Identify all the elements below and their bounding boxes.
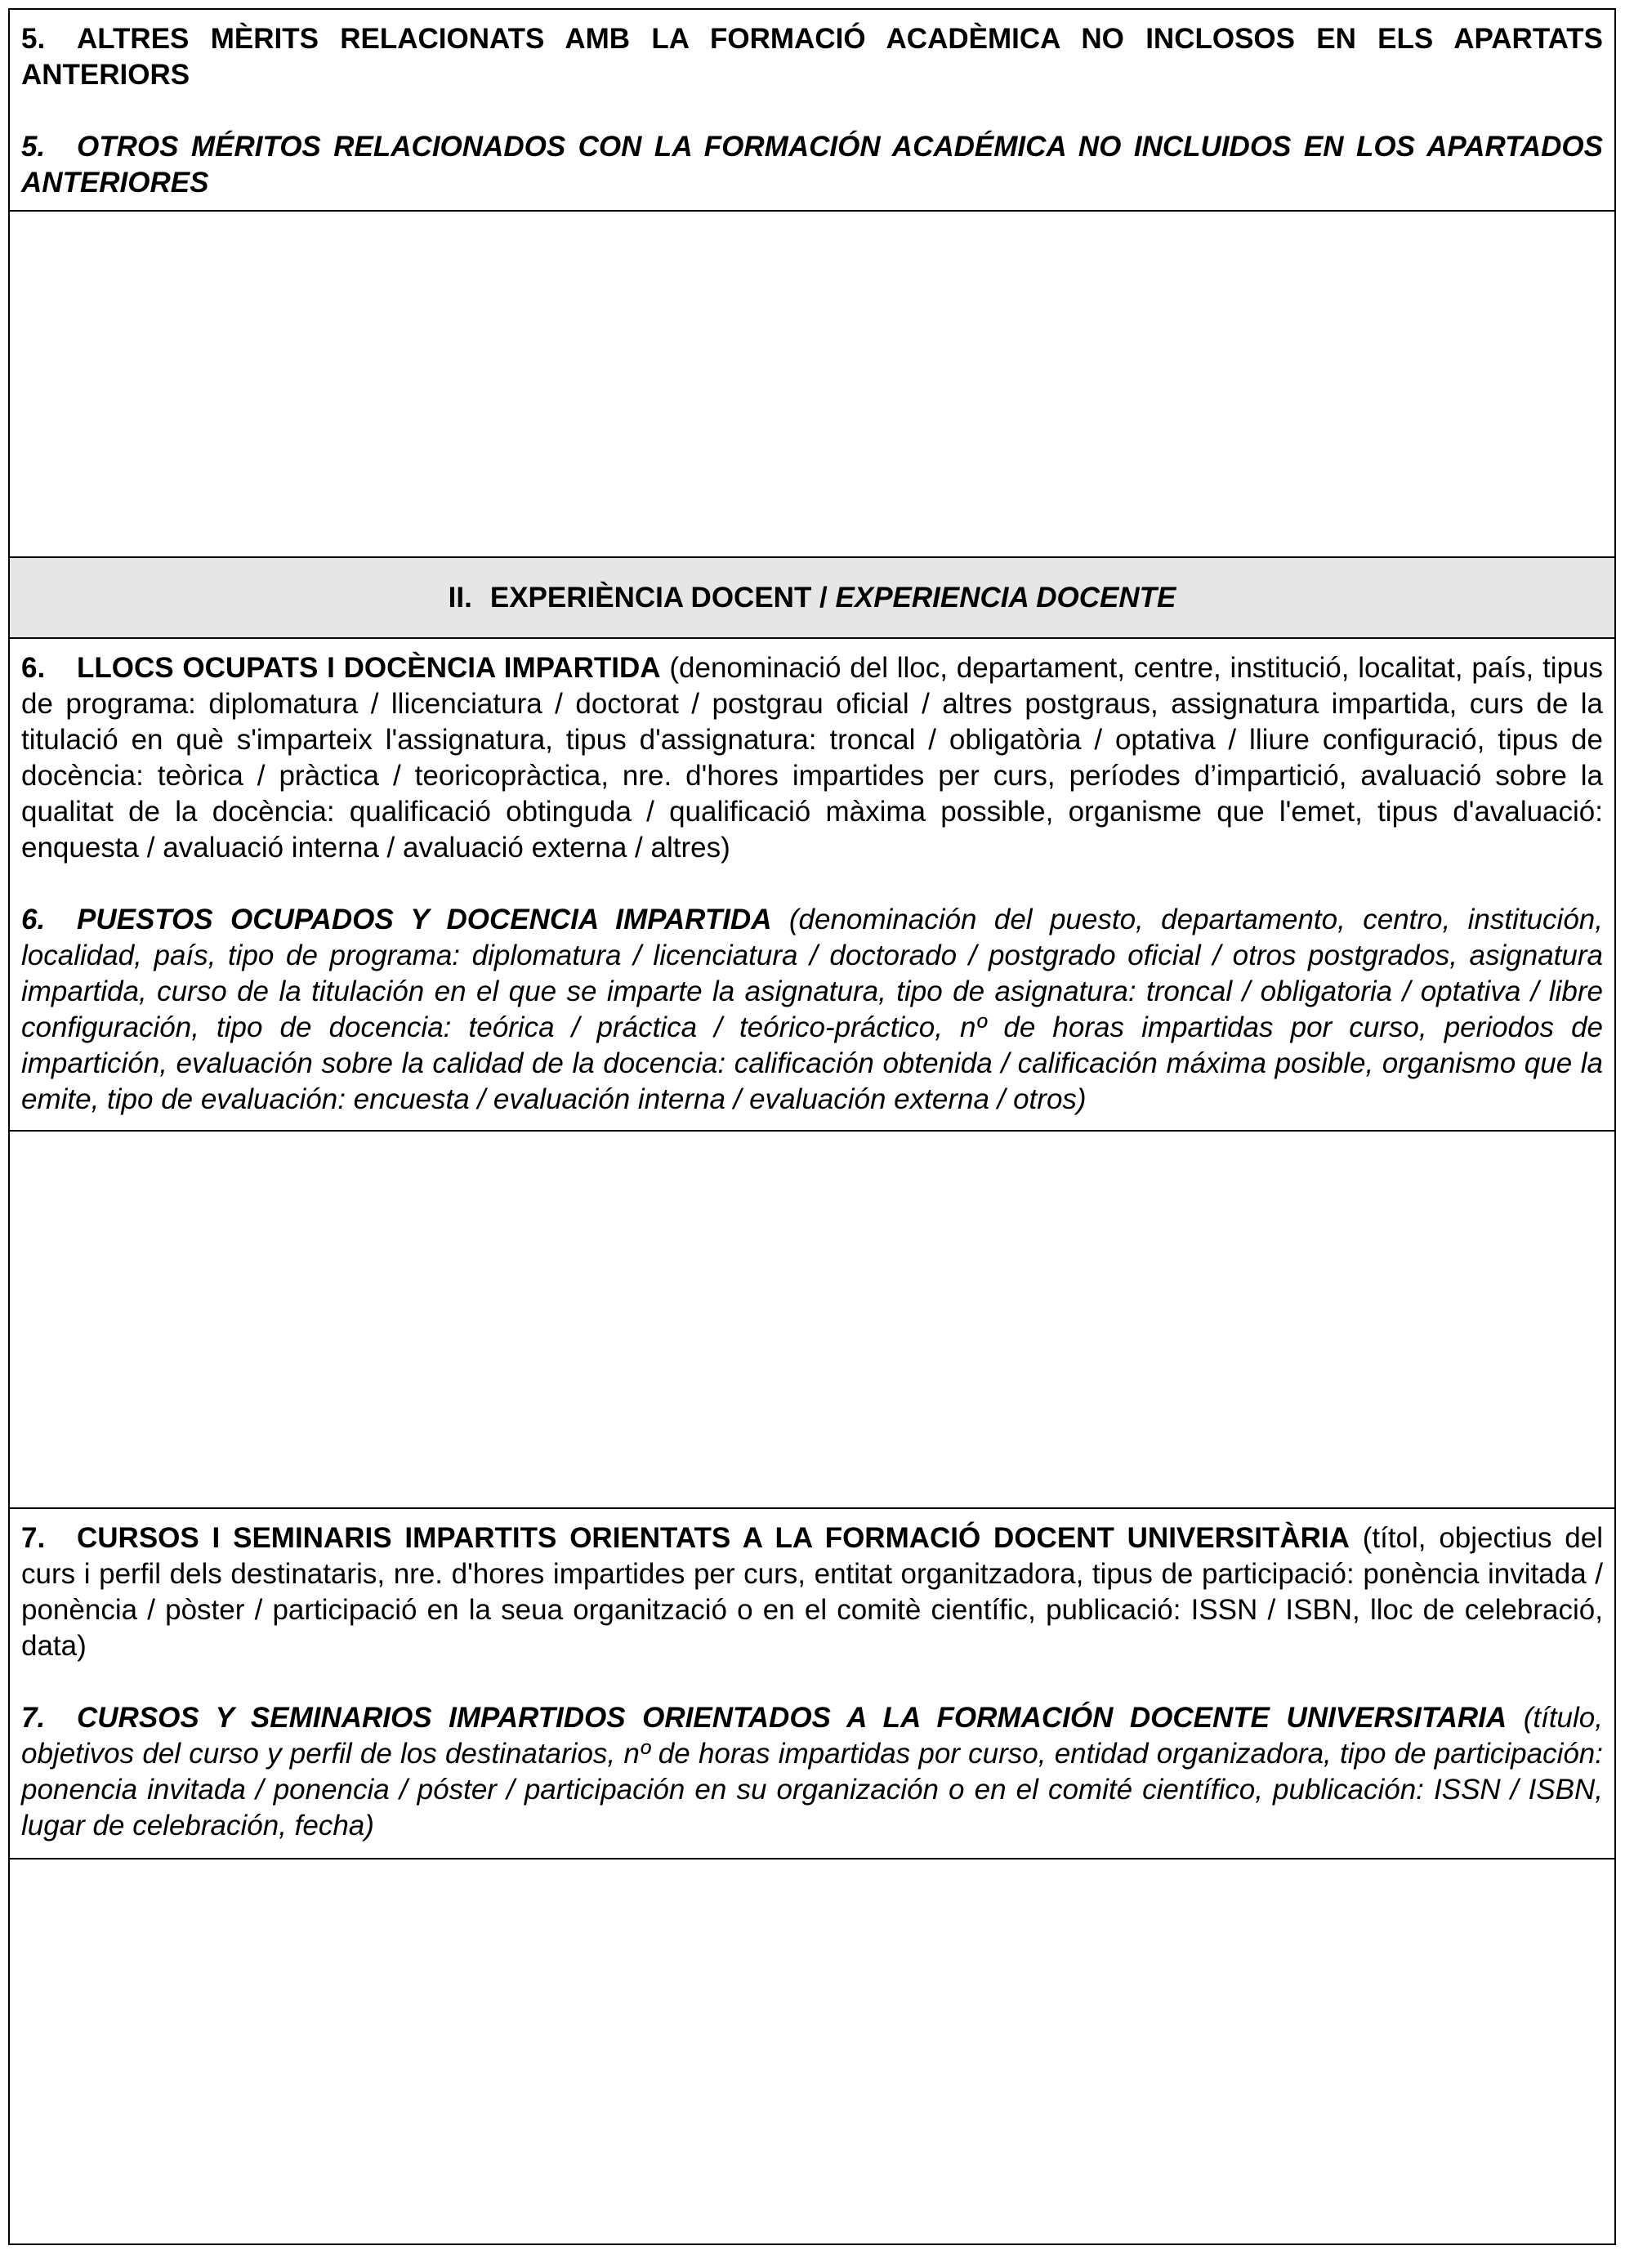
- section-7-text-ca: [21, 1520, 1603, 1664]
- section-6-heading: [10, 639, 1614, 1132]
- section-6-number-es: 6.: [21, 904, 46, 935]
- cv-form-table: [8, 8, 1616, 2245]
- section-7-answer-area[interactable]: [10, 1859, 1614, 2243]
- section-7-title-es: CURSOS Y SEMINARIOS IMPARTIDOS ORIENTADOS A LA FORMACIÓN DOCENTE UNIVERSITARIA: [77, 1702, 1507, 1734]
- section-6-title-ca: LLOCS OCUPATS I DOCÈNCIA IMPARTIDA: [77, 652, 661, 684]
- section-6-text-ca: [21, 650, 1603, 866]
- section-6-title-es: PUESTOS OCUPADOS Y DOCENCIA IMPARTIDA: [77, 904, 772, 935]
- section-ii-title-ca: EXPERIÈNCIA DOCENT /: [489, 581, 828, 614]
- section-ii-title-es: EXPERIENCIA DOCENTE: [835, 581, 1176, 614]
- section-5-number-es: 5.: [21, 131, 46, 163]
- section-7-text-es: [21, 1700, 1603, 1844]
- section-7-desc-es: (título, objetivos del curso y perfil de los destinatarios, nº de horas impartidas por curso, entidad organizadora, tipo de participación: ponencia invitada / ponencia / póster / participación en su organización o en el comité científico, publicación: ISSN / ISBN, lugar de celebración, fecha): [21, 1702, 1603, 1842]
- section-5-title-es-text: OTROS MÉRITOS RELACIONADOS CON LA FORMACIÓN ACADÉMICA NO INCLUIDOS EN LOS APARTADOS ANTERIORES: [21, 131, 1603, 199]
- section-5-title-ca-text: ALTRES MÈRITS RELACIONATS AMB LA FORMACIÓ ACADÈMICA NO INCLOSOS EN ELS APARTATS ANTERIORS: [21, 23, 1603, 91]
- section-7-number-ca: 7.: [21, 1522, 46, 1554]
- section-7-desc-ca: (títol, objectius del curs i perfil dels destinataris, nre. d'hores impartides per curs, entitat organitzadora, tipus de participació: ponència invitada / ponència / pòster / participació en la seua organització o en el comitè científic, publicació: ISSN / ISBN, lloc de celebració, data): [21, 1522, 1603, 1662]
- section-6-text-es: [21, 902, 1603, 1118]
- section-6-desc-es: (denominación del puesto, departamento, centro, institución, localidad, país, tipo de programa: diplomatura / licenciatura / doctorado / postgrado oficial / otros postgrados, asignatura impartida, curso de la titulación en el que se imparte la asignatura, tipo de asignatura: troncal / obligatoria / optativa / libre configuración, tipo de docencia: teórica / práctica / teórico-práctico, nº de horas impartidas por curso, periodos de impartición, evaluación sobre la calidad de la docencia: calificación obtenida / calificación máxima posible, organismo que la emite, tipo de evaluación: encuesta / evaluación interna / evaluación externa / otros): [21, 904, 1603, 1115]
- section-6-desc-ca: (denominació del lloc, departament, centre, institució, localitat, país, tipus de programa: diplomatura / llicenciatura / doctorat / postgrau oficial / altres postgraus, assignatura impartida, curs de la titulació en què s'imparteix l'assignatura, tipus d'assignatura: troncal / obligatòria / optativa / lliure configuració, tipus de docència: teòrica / pràctica / teoricopràctica, nre. d'hores impartides per curs, períodes d’impartició, avaluació sobre la qualitat de la docència: qualificació obtinguda / qualificació màxima possible, organisme que l'emet, tipus d'avaluació: enquesta / avaluació interna / avaluació externa / altres): [21, 652, 1603, 864]
- section-ii-roman: II.: [448, 581, 472, 614]
- section-5-title-es: [21, 129, 1603, 201]
- section-7-number-es: 7.: [21, 1702, 46, 1734]
- section-5-heading: [10, 10, 1614, 212]
- section-6-answer-area[interactable]: [10, 1132, 1614, 1509]
- section-ii-band: [10, 558, 1614, 639]
- section-5-title-ca: [21, 21, 1603, 93]
- section-6-number-ca: 6.: [21, 652, 46, 684]
- section-7-title-ca: CURSOS I SEMINARIS IMPARTITS ORIENTATS A LA FORMACIÓ DOCENT UNIVERSITÀRIA: [77, 1522, 1350, 1554]
- section-5-answer-area[interactable]: [10, 212, 1614, 558]
- section-5-number-ca: 5.: [21, 23, 46, 55]
- section-7-heading: [10, 1509, 1614, 1859]
